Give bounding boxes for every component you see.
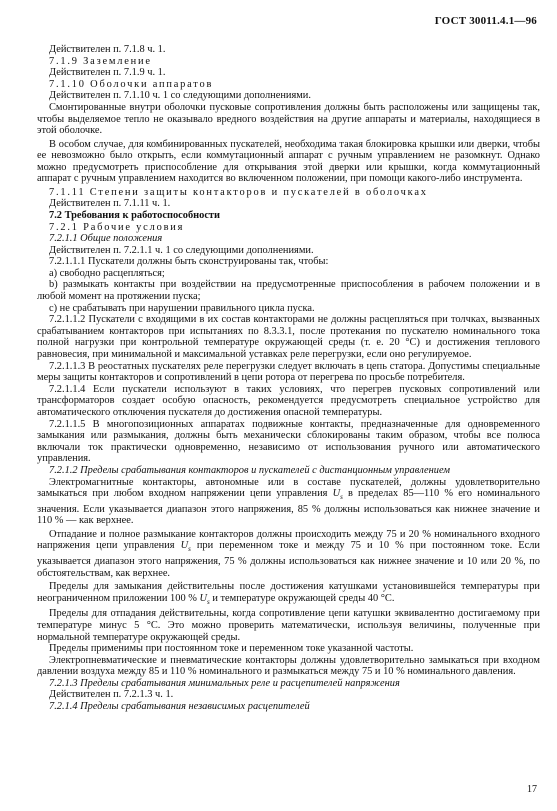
section-heading: 7.2.1 Рабочие условия [49, 221, 185, 233]
section-heading: 7.2 Требования к работоспособности [49, 209, 221, 221]
paragraph: 7.2.1.1.2 Пускатели с входящими в их состав контакторами не должны расцепляться при толчках, вызванных срабатыванием контакторов при испытаниях по 8.3.3.1, после протекания по пускателю номинального тока полной нагрузки при контрольной температуре окружающей среды (т. е. 20 °С) и достижения теплового равновесия, при минимальной и максимальной уставках реле перегрузки, если оно регулируемое. [37, 314, 540, 361]
page-header: ГОСТ 30011.4.1—96 [434, 15, 537, 27]
section-heading: 7.2.1.4 Пределы срабатывания независимых расцепителей [49, 701, 310, 713]
section-heading: 7.2.1.3 Пределы срабатывания минимальных реле и расцепителей напряжения [49, 677, 400, 689]
paragraph: Пределы для отпадания действительны, когда сопротивление цепи катушки эквивалентно достигаемому при температуре минус 5 °С. Это можно проверить математически, используя величины, полученные при нормальной температуре окружающей среды. [37, 608, 540, 643]
section-heading: 7.2.1.1 Общие положения [49, 233, 163, 245]
text-line: Действителен п. 7.2.1.3 ч. 1. [49, 689, 174, 701]
text-line: Действителен п. 7.1.11 ч. 1. [49, 198, 171, 210]
list-item: b) размыкать контакты при воздействии на предусмотренные приспособления в рабочем положении и в любой момент на протяжении пуска; [37, 279, 540, 303]
paragraph: Электромагнитные контакторы, автономные или в составе пускателей, должны удовлетворительно замыкаться при любом входном напряжении цепи управления $U_s$ в пределах 85—110 % его номинального значения. Если указывается диапазон этого напряжения, 85 % должны использоваться как нижнее значение и 110 % — как верхнее. [37, 476, 540, 527]
paragraph: 7.2.1.1.4 Если пускатели используют в таких условиях, что перегрев пусковых сопротивлений или трансформаторов создает особую опасность, рекомендуется предусмотреть специальное устройство для автоматического отключения пускателя до достижения опасной температуры. [37, 383, 540, 418]
paragraph: В особом случае, для комбинированных пускателей, необходима такая блокировка крышки или дверки, чтобы ее невозможно было открыть, если коммутационный аппарат с ручным управлением не разомкнут. Однако можно предусмотреть приспособление для открывания этой дверки или крышки, когда коммутационный аппарат с ручным управлением находится во включенном положении, при помощи какого-либо инструмента. [37, 138, 540, 185]
section-heading: 7.1.9 Заземление [49, 55, 152, 67]
section-heading: 7.1.11 Степени защиты контакторов и пускателей в оболочках [49, 186, 428, 198]
text-line: Действителен п. 7.2.1.1 ч. 1 со следующими дополнениями. [49, 244, 314, 256]
page-number: 17 [527, 784, 537, 795]
text-line: Действителен п. 7.1.10 ч. 1 со следующими дополнениями. [49, 90, 311, 102]
section-heading: 7.1.10 Оболочки аппаратов [49, 78, 214, 90]
section-heading: 7.2.1.2 Пределы срабатывания контакторов и пускателей с дистанционным управлением [49, 464, 450, 476]
text-line: Действителен п. 7.1.8 ч. 1. [49, 44, 166, 55]
list-item: а) свободно расцепляться; [49, 267, 165, 279]
paragraph: Пределы для замыкания действительны после достижения катушками установившейся температуры при неограниченном приложении 100 % $U_s$ и температуре окружающей среды 40 °С. [37, 581, 540, 606]
paragraph: Смонтированные внутри оболочки пусковые сопротивления должны быть расположены или защищены так, чтобы выделяемое тепло не оказывало вредного воздействия на другие аппараты и материалы, находящиеся в этой оболочке. [37, 101, 540, 137]
paragraph: Электропневматические и пневматические контакторы должны удовлетворительно замыкаться при входном давлении воздуха между 85 и 110 % номинального и размыкаться между 75 и 10 % номинального давления. [37, 654, 540, 678]
text-line: 7.2.1.1.1 Пускатели должны быть сконструированы так, чтобы: [49, 256, 329, 268]
paragraph: 7.2.1.1.5 В многопозиционных аппаратах подвижные контакты, предназначенные для одновременного замыкания или размыкания, должны быть механически сблокированы таким образом, чтобы все полюса включали ток практически одновременно, независимо от использования ручного или автоматического управления. [37, 418, 540, 465]
list-item: с) не срабатывать при нарушении правильного цикла пуска. [49, 302, 315, 314]
text-line: Пределы применимы при постоянном токе и переменном токе указанной частоты. [49, 643, 414, 655]
paragraph: Отпадание и полное размыкание контакторов должны происходить между 75 и 20 % номинального входного напряжения цепи управления $U_s$ при переменном токе и между 75 и 10 % при постоянном токе. Если указывается диапазон этого напряжения, 75 % должны использоваться как нижнее значение и 10 или 20 %, по обстоятельствам, как верхнее. [37, 528, 540, 579]
paragraph: 7.2.1.1.3 В реостатных пускателях реле перегрузки следует включать в цепь статора. Допустимы специальные меры защиты контакторов и сопротивлений в цепи ротора от перегрева по просьбе потребителя. [37, 360, 540, 384]
document-body [37, 44, 540, 713]
text-line: Действителен п. 7.1.9 ч. 1. [49, 67, 166, 79]
